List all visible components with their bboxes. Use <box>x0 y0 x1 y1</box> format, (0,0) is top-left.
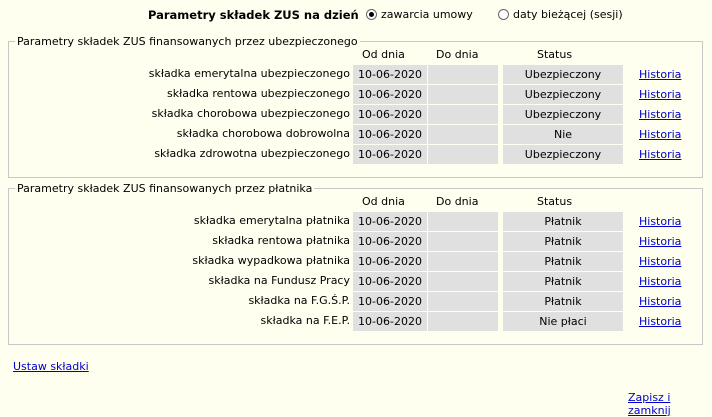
od-date-field[interactable]: 10-06-2020 <box>353 312 427 331</box>
history-link[interactable]: Historia <box>639 235 682 248</box>
radio-button[interactable] <box>498 9 509 20</box>
table-row <box>9 252 702 271</box>
od-date-field[interactable]: 10-06-2020 <box>353 65 427 84</box>
radio-label[interactable]: daty bieżącej (sesji) <box>513 8 623 21</box>
group-legend: Parametry składek ZUS finansowanych przez ubezpieczonego <box>17 35 358 48</box>
table-row <box>9 105 702 124</box>
do-date-field[interactable] <box>428 232 498 251</box>
radio-label[interactable]: zawarcia umowy <box>381 8 473 21</box>
col-header-do: Do dnia <box>436 195 479 208</box>
od-date-field[interactable]: 10-06-2020 <box>353 85 427 104</box>
od-date-field[interactable]: 10-06-2020 <box>353 125 427 144</box>
status-field[interactable]: Ubezpieczony <box>503 85 623 104</box>
contribution-label: składka rentowa ubezpieczonego <box>167 87 350 100</box>
history-link[interactable]: Historia <box>639 315 682 328</box>
history-link[interactable]: Historia <box>639 275 682 288</box>
radio-current-date[interactable] <box>498 8 623 21</box>
table-row <box>9 212 702 231</box>
od-date-field[interactable]: 10-06-2020 <box>353 272 427 291</box>
status-field[interactable]: Płatnik <box>503 292 623 311</box>
table-row <box>9 125 702 144</box>
history-link[interactable]: Historia <box>639 128 682 141</box>
status-field[interactable]: Nie płaci <box>503 312 623 331</box>
page-title: Parametry składek ZUS na dzień <box>148 8 359 22</box>
history-link[interactable]: Historia <box>639 215 682 228</box>
od-date-field[interactable]: 10-06-2020 <box>353 252 427 271</box>
contribution-label: składka wypadkowa płatnika <box>192 254 350 267</box>
set-contributions-link[interactable]: Ustaw składki <box>13 360 89 373</box>
table-row <box>9 272 702 291</box>
history-link[interactable]: Historia <box>639 88 682 101</box>
contribution-label: składka emerytalna płatnika <box>193 214 350 227</box>
history-link[interactable]: Historia <box>639 108 682 121</box>
group-legend: Parametry składek ZUS finansowanych przez płatnika <box>17 182 313 195</box>
col-header-do: Do dnia <box>436 48 479 61</box>
table-row <box>9 145 702 164</box>
do-date-field[interactable] <box>428 212 498 231</box>
col-header-od: Od dnia <box>362 195 405 208</box>
status-field[interactable]: Ubezpieczony <box>503 65 623 84</box>
history-link[interactable]: Historia <box>639 148 682 161</box>
radio-selected-dot <box>369 12 374 17</box>
col-header-status: Status <box>537 195 573 208</box>
col-header-status: Status <box>537 48 573 61</box>
history-link[interactable]: Historia <box>639 255 682 268</box>
table-row <box>9 85 702 104</box>
col-header-od: Od dnia <box>362 48 405 61</box>
do-date-field[interactable] <box>428 252 498 271</box>
contribution-label: składka emerytalna ubezpieczonego <box>148 67 350 80</box>
status-field[interactable]: Ubezpieczony <box>503 145 623 164</box>
do-date-field[interactable] <box>428 272 498 291</box>
status-field[interactable]: Płatnik <box>503 252 623 271</box>
table-row <box>9 232 702 251</box>
radio-button[interactable] <box>366 9 377 20</box>
do-date-field[interactable] <box>428 85 498 104</box>
do-date-field[interactable] <box>428 65 498 84</box>
history-link[interactable]: Historia <box>639 295 682 308</box>
contribution-label: składka na F.E.P. <box>260 314 350 327</box>
status-field[interactable]: Płatnik <box>503 272 623 291</box>
contribution-label: składka zdrowotna ubezpieczonego <box>154 147 350 160</box>
contribution-label: składka chorobowa dobrowolna <box>176 127 350 140</box>
contribution-label: składka na F.G.Ś.P. <box>248 294 350 307</box>
od-date-field[interactable]: 10-06-2020 <box>353 105 427 124</box>
radio-contract-date[interactable] <box>366 8 473 21</box>
contribution-label: składka na Fundusz Pracy <box>208 274 350 287</box>
payer-contributions-group <box>8 182 703 345</box>
status-field[interactable]: Ubezpieczony <box>503 105 623 124</box>
history-link[interactable]: Historia <box>639 68 682 81</box>
do-date-field[interactable] <box>428 312 498 331</box>
contribution-label: składka rentowa płatnika <box>212 234 350 247</box>
status-field[interactable]: Płatnik <box>503 232 623 251</box>
table-row <box>9 65 702 84</box>
od-date-field[interactable]: 10-06-2020 <box>353 232 427 251</box>
save-and-close-link[interactable]: Zapisz i zamknij <box>628 391 671 417</box>
do-date-field[interactable] <box>428 292 498 311</box>
table-row <box>9 312 702 331</box>
status-field[interactable]: Płatnik <box>503 212 623 231</box>
table-row <box>9 292 702 311</box>
od-date-field[interactable]: 10-06-2020 <box>353 145 427 164</box>
do-date-field[interactable] <box>428 125 498 144</box>
do-date-field[interactable] <box>428 145 498 164</box>
do-date-field[interactable] <box>428 105 498 124</box>
insured-contributions-group <box>8 35 703 178</box>
status-field[interactable]: Nie <box>503 125 623 144</box>
od-date-field[interactable]: 10-06-2020 <box>353 292 427 311</box>
contribution-label: składka chorobowa ubezpieczonego <box>151 107 350 120</box>
od-date-field[interactable]: 10-06-2020 <box>353 212 427 231</box>
